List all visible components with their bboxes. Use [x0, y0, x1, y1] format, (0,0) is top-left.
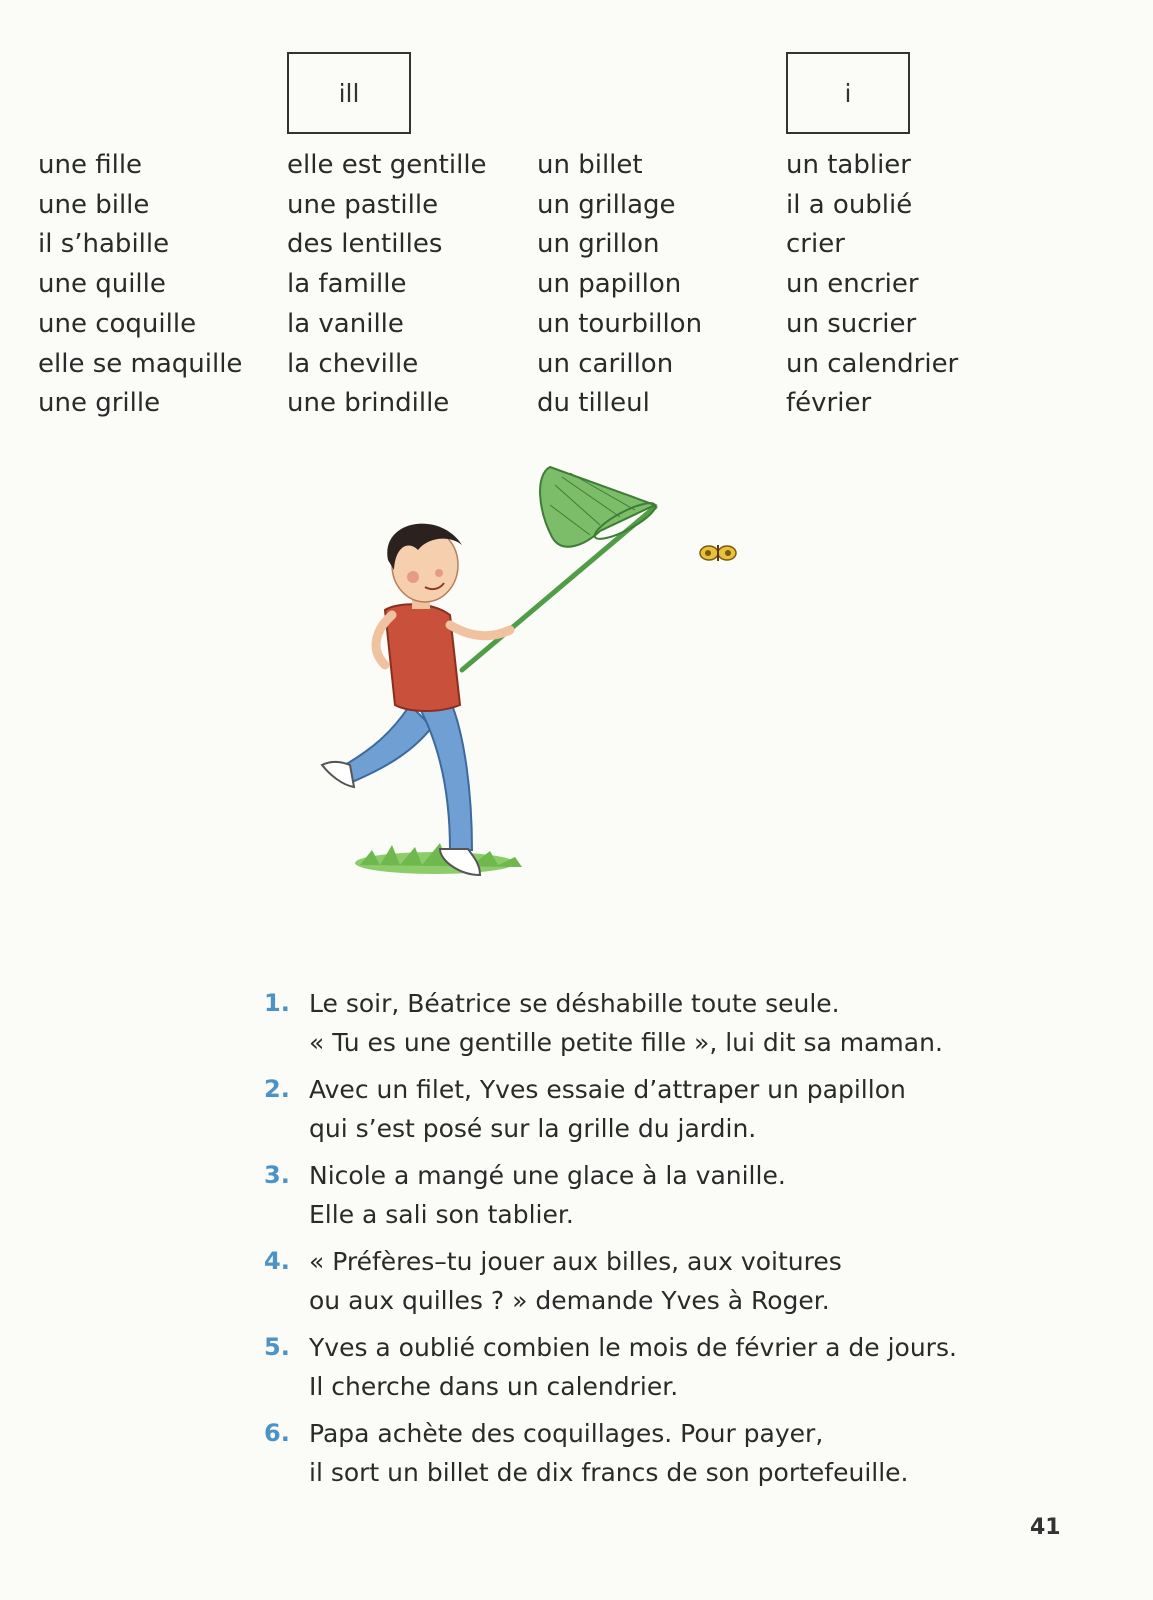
sentence-2	[264, 1070, 957, 1148]
sentence-number: 3.	[264, 1161, 290, 1189]
word-item: un calendrier	[786, 348, 959, 379]
word-item: un grillon	[537, 229, 660, 260]
word-item: elle se maquille	[38, 348, 243, 379]
sentence-number: 6.	[264, 1419, 290, 1447]
sentence-line: Yves a oublié combien le mois de février a de jours.	[309, 1333, 957, 1362]
sentence-number: 5.	[264, 1333, 290, 1361]
word-item: la cheville	[287, 348, 419, 379]
word-item: un papillon	[537, 269, 682, 300]
word-item: un tablier	[786, 150, 911, 180]
sentence-number: 2.	[264, 1075, 290, 1103]
grass-patch	[355, 843, 522, 874]
word-item: du tilleul	[537, 388, 650, 419]
word-column-2	[287, 146, 487, 424]
word-item: un encrier	[786, 269, 919, 300]
sentence-number: 1.	[264, 989, 290, 1017]
sentence-1	[264, 984, 957, 1062]
word-item: un carillon	[537, 348, 674, 379]
sentence-line: Papa achète des coquillages. Pour payer,	[309, 1419, 824, 1448]
sentence-5	[264, 1328, 957, 1406]
word-column-4	[786, 146, 958, 424]
word-item: la famille	[287, 269, 407, 300]
word-item: elle est gentille	[287, 150, 487, 180]
word-item: février	[786, 388, 872, 419]
header-box-ill: ill	[287, 52, 411, 134]
word-item: une quille	[38, 269, 166, 300]
sentence-line: Avec un filet, Yves essaie d’attraper un papillon	[309, 1075, 906, 1104]
word-item: un tourbillon	[537, 308, 703, 339]
word-item: crier	[786, 229, 845, 260]
word-item: un billet	[537, 150, 643, 180]
sentence-number: 4.	[264, 1247, 290, 1275]
sentence-line: Il cherche dans un calendrier.	[309, 1372, 679, 1401]
word-column-3	[537, 146, 702, 424]
boy-with-butterfly-net-illustration	[300, 465, 770, 905]
word-item: une fille	[38, 150, 143, 180]
page-number: 41	[1030, 1515, 1061, 1540]
word-column-1	[38, 146, 242, 424]
butterfly-net	[540, 467, 659, 547]
word-item: une brindille	[287, 388, 450, 419]
word-item: un sucrier	[786, 308, 917, 339]
word-item: des lentilles	[287, 229, 443, 260]
sentence-4	[264, 1242, 957, 1320]
word-item: il s’habille	[38, 229, 170, 260]
word-item: une coquille	[38, 308, 197, 339]
sentence-line: il sort un billet de dix francs de son portefeuille.	[309, 1458, 909, 1487]
sentence-line: Le soir, Béatrice se déshabille toute seule.	[309, 989, 840, 1018]
word-item: une bille	[38, 189, 150, 220]
word-item: il a oublié	[786, 189, 913, 220]
sentence-line: qui s’est posé sur la grille du jardin.	[309, 1114, 757, 1143]
sentence-6	[264, 1414, 957, 1492]
sentence-line: Nicole a mangé une glace à la vanille.	[309, 1161, 786, 1190]
running-boy	[322, 524, 510, 875]
word-item: une pastille	[287, 189, 439, 220]
sentence-line: Elle a sali son tablier.	[309, 1200, 574, 1229]
butterfly	[700, 545, 736, 561]
sentence-line: ou aux quilles ? » demande Yves à Roger.	[309, 1286, 830, 1315]
sentence-line: « Tu es une gentille petite fille », lui dit sa maman.	[309, 1028, 943, 1057]
sentence-3	[264, 1156, 957, 1234]
sentence-line: « Préfères–tu jouer aux billes, aux voitures	[309, 1247, 842, 1276]
example-sentences	[264, 984, 957, 1500]
word-item: une grille	[38, 388, 161, 419]
header-box-i: i	[786, 52, 910, 134]
word-item: la vanille	[287, 308, 404, 339]
word-item: un grillage	[537, 189, 676, 220]
